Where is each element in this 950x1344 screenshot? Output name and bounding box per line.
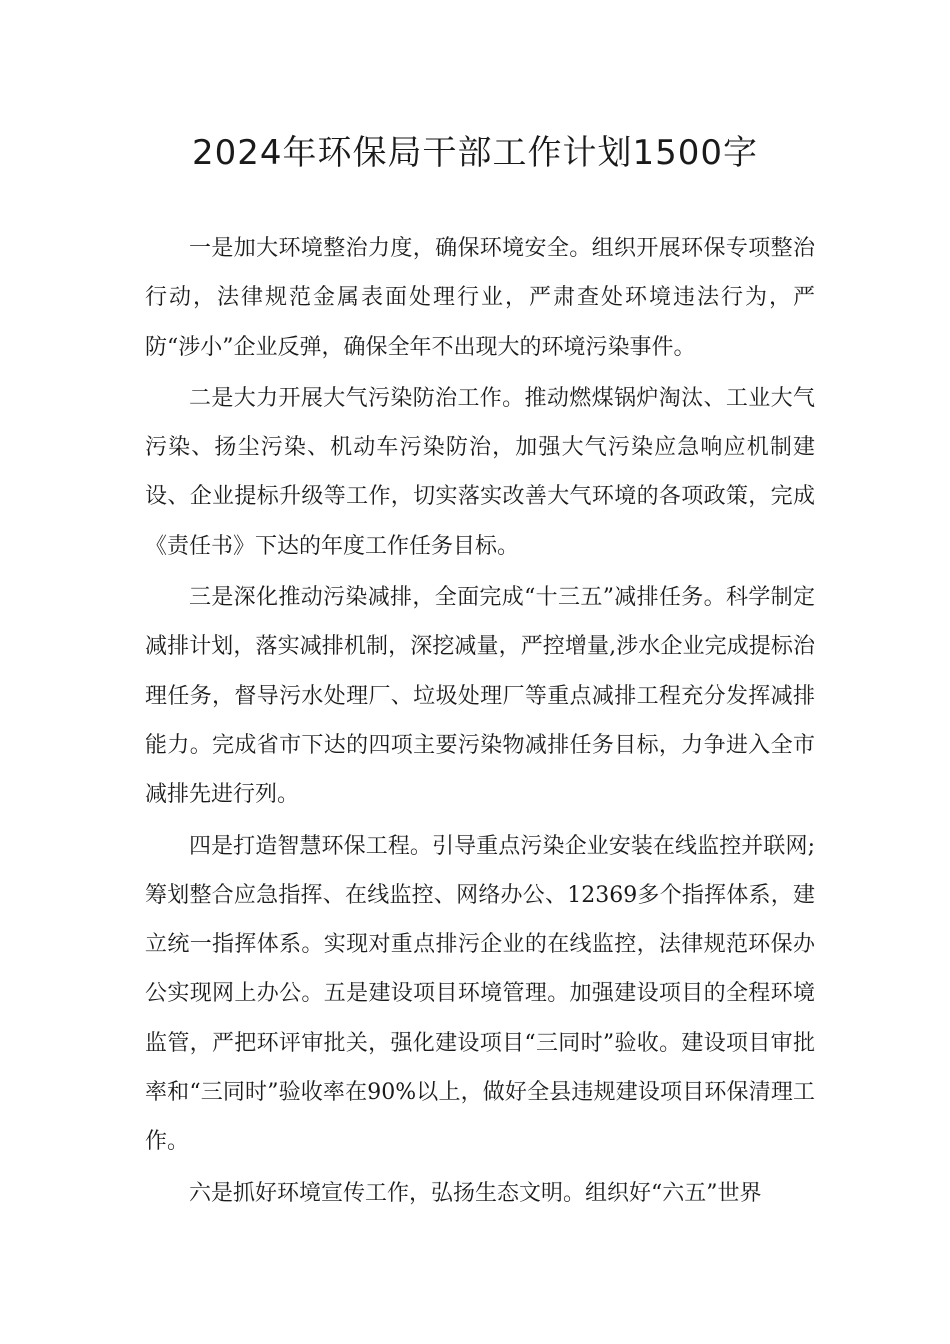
paragraph-5: 六是抓好环境宣传工作，弘扬生态文明。组织好“六五”世界 bbox=[189, 1180, 762, 1206]
document-title: 2024年环保局干部工作计划1500字 bbox=[191, 133, 759, 173]
paragraph-4: 四是打造智慧环保工程。引导重点污染企业安装在线监控并联网;筹划整合应急指挥、在线监控、网络办公、12369多个指挥体系，建立统一指挥体系。实现对重点排污企业的在线监控，法律规范环保办公实现网上办公。五是建设项目环境管理。加强建设项目的全程环境监管，严把环评审批关，强化建设项目“三同时”验收。建设项目审批率和“三同时”验收率在90%以上，做好全县违规建设项目环保清理工作。 bbox=[145, 833, 815, 1155]
paragraph-1: 一是加大环境整治力度，确保环境安全。组织开展环保专项整治行动，法律规范金属表面处理行业，严肃查处环境违法行为，严防“涉小”企业反弹，确保全年不出现大的环境污染事件。 bbox=[145, 236, 815, 360]
document-body bbox=[145, 224, 815, 1218]
paragraph-3: 三是深化推动污染减排，全面完成“十三五”减排任务。科学制定减排计划，落实减排机制，深挖减量，严控增量,涉水企业完成提标治理任务，督导污水处理厂、垃圾处理厂等重点减排工程充分发挥减排能力。完成省市下达的四项主要污染物减排任务目标，力争进入全市减排先进行列。 bbox=[145, 585, 815, 808]
paragraph-2: 二是大力开展大气污染防治工作。推动燃煤锅炉淘汰、工业大气污染、扬尘污染、机动车污染防治，加强大气污染应急响应机制建设、企业提标升级等工作，切实落实改善大气环境的各项政策，完成《责任书》下达的年度工作任务目标。 bbox=[145, 385, 815, 559]
